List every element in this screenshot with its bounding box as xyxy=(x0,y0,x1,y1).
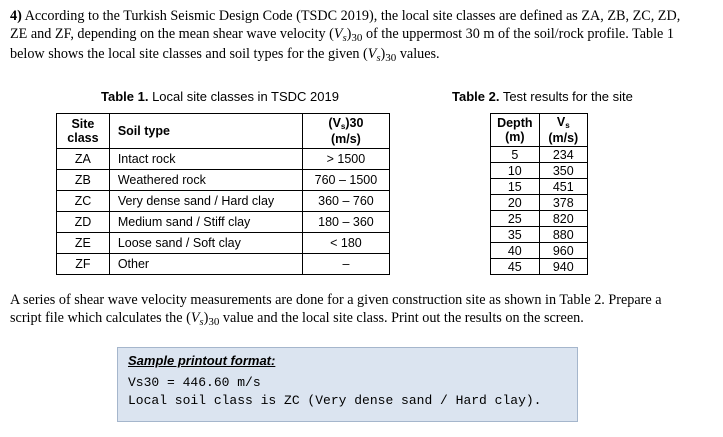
soil-type-cell: Intact rock xyxy=(109,149,302,170)
table1-row xyxy=(57,254,390,275)
instruction-line-2a: script file which calculates the ( xyxy=(10,310,191,326)
table1-row xyxy=(57,149,390,170)
test-results-table xyxy=(490,113,588,275)
table2-row xyxy=(491,211,588,227)
depth-cell: 35 xyxy=(491,227,540,243)
instruction-text xyxy=(10,291,718,329)
vs30-symbol-2: $V_s)_{30}$ xyxy=(367,46,397,64)
vs30-range-cell: 360 – 760 xyxy=(302,191,389,212)
vs-cell: 940 xyxy=(539,259,587,275)
table2-row xyxy=(491,243,588,259)
sample-title: Sample printout format: xyxy=(128,353,276,368)
sample-line-2: Local soil class is ZC (Very dense sand / Hard clay). xyxy=(128,393,542,408)
vs30-symbol: $V_s)_{30}$ xyxy=(333,26,363,44)
header-site-class: Site class xyxy=(57,114,110,149)
vs-cell: 451 xyxy=(539,179,587,195)
depth-cell: 40 xyxy=(491,243,540,259)
depth-cell: 10 xyxy=(491,163,540,179)
question-line-1: According to the Turkish Seismic Design Code (TSDC 2019), the local site classes are defined as ZA, ZB, ZC, ZD, xyxy=(21,8,681,24)
table2-row xyxy=(491,163,588,179)
vs30-range-cell: < 180 xyxy=(302,233,389,254)
soil-type-cell: Very dense sand / Hard clay xyxy=(109,191,302,212)
vs30-range-cell: > 1500 xyxy=(302,149,389,170)
soil-type-cell: Medium sand / Stiff clay xyxy=(109,212,302,233)
soil-type-cell: Other xyxy=(109,254,302,275)
question-line-3a: below shows the local site classes and soil types for the given ( xyxy=(10,46,368,62)
soil-type-cell: Loose sand / Soft clay xyxy=(109,233,302,254)
vs30-range-cell: 760 – 1500 xyxy=(302,170,389,191)
table2-row xyxy=(491,195,588,211)
depth-cell: 15 xyxy=(491,179,540,195)
question-number: 4) xyxy=(10,8,22,24)
vs-cell: 820 xyxy=(539,211,587,227)
vs-cell: 378 xyxy=(539,195,587,211)
table2-row xyxy=(491,147,588,163)
depth-cell: 20 xyxy=(491,195,540,211)
site-class-cell: ZB xyxy=(57,170,110,191)
depth-cell: 45 xyxy=(491,259,540,275)
soil-type-cell: Weathered rock xyxy=(109,170,302,191)
vs-cell: 880 xyxy=(539,227,587,243)
sample-line-1: Vs30 = 446.60 m/s xyxy=(128,375,261,390)
depth-cell: 25 xyxy=(491,211,540,227)
table1-header-row xyxy=(57,114,390,149)
site-class-table xyxy=(56,113,390,275)
table2-row xyxy=(491,259,588,275)
table1-row xyxy=(57,233,390,254)
table1-row xyxy=(57,191,390,212)
header-vs: Vs (m/s) xyxy=(539,114,587,147)
instruction-line-2b: value and the local site class. Print out the results on the screen. xyxy=(219,310,584,326)
site-class-cell: ZC xyxy=(57,191,110,212)
site-class-cell: ZF xyxy=(57,254,110,275)
vs-cell: 350 xyxy=(539,163,587,179)
table2-caption: Table 2. Test results for the site xyxy=(452,89,633,104)
vs-cell: 234 xyxy=(539,147,587,163)
site-class-cell: ZA xyxy=(57,149,110,170)
header-vs30: (Vs)30 (m/s) xyxy=(302,114,389,149)
table2-header-row xyxy=(491,114,588,147)
vs30-range-cell: 180 – 360 xyxy=(302,212,389,233)
site-class-cell: ZD xyxy=(57,212,110,233)
table1-row xyxy=(57,212,390,233)
table1-caption: Table 1. Local site classes in TSDC 2019 xyxy=(101,89,339,104)
table2-row xyxy=(491,227,588,243)
vs30-range-cell: – xyxy=(302,254,389,275)
vs-cell: 960 xyxy=(539,243,587,259)
instruction-line-1: A series of shear wave velocity measurements are done for a given construction site as shown in Table 2. Prepare a xyxy=(10,292,662,308)
depth-cell: 5 xyxy=(491,147,540,163)
header-depth: Depth (m) xyxy=(491,114,540,147)
site-class-cell: ZE xyxy=(57,233,110,254)
vs30-symbol-3: $V_s)_{30}$ xyxy=(190,310,220,328)
question-line-3b: values. xyxy=(396,46,440,62)
header-soil-type: Soil type xyxy=(109,114,302,149)
table2-row xyxy=(491,179,588,195)
table1-row xyxy=(57,170,390,191)
question-line-2b: of the uppermost 30 m of the soil/rock profile. Table 1 xyxy=(362,26,674,42)
sample-output-box xyxy=(117,347,578,422)
question-line-2a: ZE and ZF, depending on the mean shear wave velocity ( xyxy=(10,26,334,42)
question-text xyxy=(10,7,718,65)
